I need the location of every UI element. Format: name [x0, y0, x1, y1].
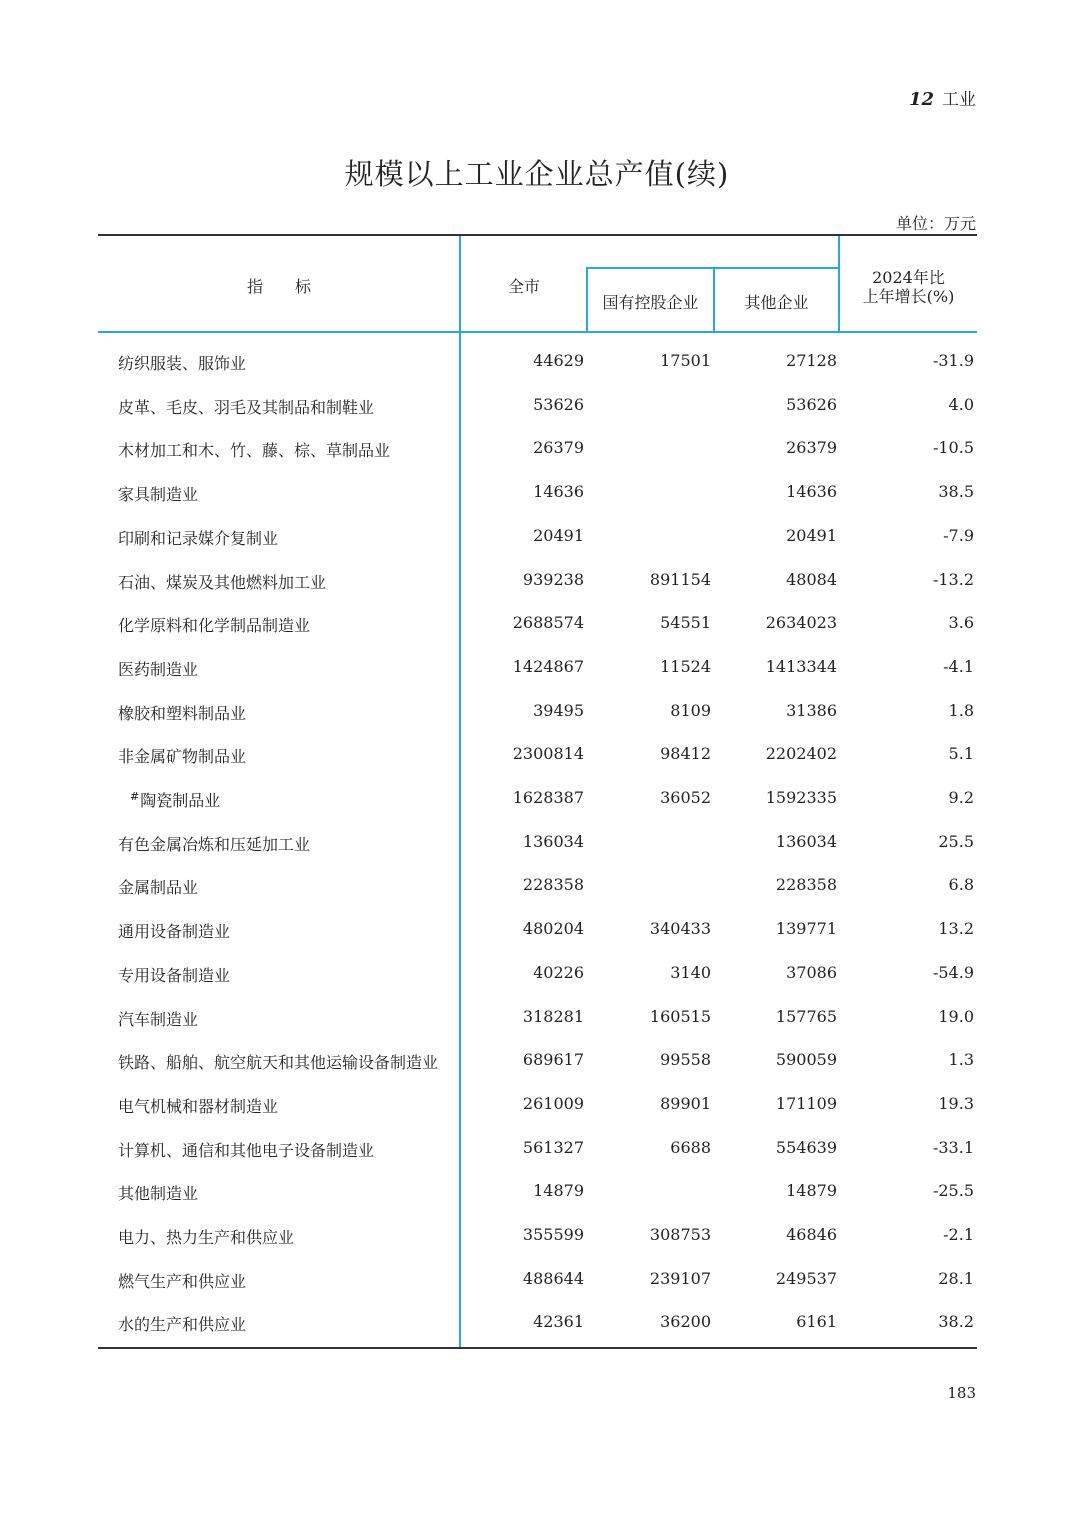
table-row	[0, 1007, 1074, 1051]
cell-growth: 1.3	[948, 1050, 974, 1070]
table-row	[0, 963, 1074, 1007]
cell-city: 2300814	[512, 744, 584, 764]
cell-state: 36052	[660, 788, 711, 807]
unit-label: 单位：万元	[895, 214, 976, 233]
cell-city: 39495	[533, 700, 584, 720]
cell-state: 239107	[649, 1268, 711, 1288]
cell-growth: 5.1	[948, 744, 974, 764]
cell-growth: 3.6	[948, 613, 974, 633]
row-label: 橡胶和塑料制品业	[118, 703, 247, 723]
row-label: 电气机械和器材制造业	[118, 1096, 279, 1116]
row-label: 石油、煤炭及其他燃料加工业	[118, 572, 327, 592]
chapter-name: 工业	[942, 90, 976, 110]
table-row	[0, 1094, 1074, 1138]
col-header-other: 其他企业	[744, 293, 809, 312]
table-row	[0, 744, 1074, 788]
row-label: 水的生产和供应业	[118, 1315, 247, 1335]
col-header-growth-line1: 2024年比	[872, 268, 945, 287]
cell-growth: -25.5	[932, 1181, 974, 1201]
row-label: 纺织服装、服饰业	[118, 354, 247, 373]
row-label	[130, 788, 220, 811]
table-row	[0, 570, 1074, 614]
cell-growth: 28.1	[938, 1268, 974, 1288]
table-row	[0, 1050, 1074, 1094]
cell-growth: 25.5	[938, 831, 974, 851]
row-label: 化学原料和化学制品制造业	[118, 616, 311, 636]
col-header-city: 全市	[507, 277, 540, 296]
cell-growth: -7.9	[943, 525, 974, 545]
cell-growth: 19.0	[938, 1006, 974, 1026]
cell-growth: -13.2	[932, 569, 974, 589]
table-row	[0, 875, 1074, 919]
table-row	[0, 832, 1074, 876]
cell-city: 480204	[522, 919, 584, 939]
row-label: 通用设备制造业	[118, 922, 231, 942]
cell-growth: 38.2	[938, 1312, 974, 1332]
row-label: 木材加工和木、竹、藤、棕、草制品业	[118, 441, 391, 461]
cell-state: 89901	[660, 1093, 711, 1113]
cell-city: 53626	[533, 394, 584, 414]
table-row	[0, 438, 1074, 482]
table-row	[0, 701, 1074, 745]
table-row	[0, 1138, 1074, 1182]
cell-city: 1628387	[512, 788, 584, 807]
cell-other: 139771	[775, 919, 837, 939]
cell-city: 42361	[533, 1312, 584, 1332]
cell-growth: -10.5	[932, 438, 974, 458]
table-row	[0, 1181, 1074, 1225]
chapter-header	[909, 85, 976, 110]
cell-city: 40226	[533, 962, 584, 982]
cell-state: 160515	[649, 1006, 711, 1026]
cell-growth: -4.1	[943, 656, 974, 676]
table-row	[0, 482, 1074, 526]
row-label: 燃气生产和供应业	[118, 1271, 247, 1291]
table-row	[0, 788, 1074, 832]
table-row	[0, 1312, 1074, 1356]
cell-other: 14879	[786, 1181, 837, 1201]
row-label: 其他制造业	[118, 1184, 199, 1204]
table-row	[0, 919, 1074, 963]
cell-state: 891154	[649, 569, 711, 589]
cell-other: 157765	[775, 1006, 837, 1026]
row-label: 家具制造业	[118, 485, 199, 505]
row-label-text: 陶瓷制品业	[140, 791, 221, 810]
cell-growth: 1.8	[948, 700, 974, 720]
row-label: 专用设备制造业	[118, 965, 231, 985]
cell-other: 20491	[786, 525, 837, 545]
row-label: 铁路、船舶、航空航天和其他运输设备制造业	[118, 1053, 439, 1073]
table-row	[0, 613, 1074, 657]
row-subitem-mark: #	[130, 789, 140, 803]
cell-state: 11524	[660, 656, 711, 676]
col-header-growth-line2: 上年增长(%)	[862, 287, 955, 306]
cell-growth: -33.1	[932, 1137, 974, 1157]
cell-other: 136034	[775, 831, 837, 851]
row-label: 非金属矿物制品业	[118, 747, 247, 767]
cell-growth: 38.5	[938, 482, 974, 502]
cell-city: 20491	[533, 525, 584, 545]
cell-state: 54551	[660, 613, 711, 633]
cell-other: 554639	[775, 1137, 837, 1157]
cell-city: 488644	[522, 1268, 584, 1288]
cell-other: 26379	[786, 438, 837, 458]
header-bottom-rule	[98, 331, 977, 333]
cell-other: 249537	[775, 1268, 837, 1288]
cell-other: 6161	[796, 1312, 837, 1332]
cell-state: 340433	[649, 919, 711, 939]
cell-state: 98412	[660, 744, 711, 764]
cell-other: 37086	[786, 962, 837, 982]
cell-city: 261009	[522, 1093, 584, 1113]
row-label: 医药制造业	[118, 659, 199, 679]
table-row	[0, 526, 1074, 570]
table-row	[0, 657, 1074, 701]
cell-city: 44629	[533, 351, 584, 370]
cell-growth: -54.9	[932, 962, 974, 982]
cell-other: 27128	[786, 351, 837, 370]
row-label: 印刷和记录媒介复制业	[118, 528, 279, 548]
chapter-number: 12	[908, 89, 934, 110]
cell-state: 17501	[660, 351, 711, 370]
cell-other: 1413344	[765, 656, 837, 676]
cell-other: 48084	[786, 569, 837, 589]
cell-other: 14636	[786, 482, 837, 502]
cell-other: 1592335	[765, 788, 837, 807]
table-row	[0, 1269, 1074, 1313]
row-label: 计算机、通信和其他电子设备制造业	[118, 1140, 375, 1160]
cell-growth: 6.8	[948, 875, 974, 895]
table-row	[0, 351, 1074, 395]
cell-city: 939238	[522, 569, 584, 589]
col-header-state: 国有控股企业	[602, 293, 699, 312]
table-row	[0, 1225, 1074, 1269]
cell-other: 171109	[775, 1093, 837, 1113]
cell-city: 14636	[533, 482, 584, 502]
col-header-indicator: 指 标	[246, 277, 311, 296]
cell-city: 228358	[522, 875, 584, 895]
row-label: 有色金属冶炼和压延加工业	[118, 834, 311, 854]
cell-other: 2202402	[765, 744, 837, 764]
cell-other: 2634023	[765, 613, 837, 633]
subheader-top-rule	[586, 267, 840, 269]
table-bottom-rule	[98, 1347, 977, 1349]
cell-city: 2688574	[512, 613, 584, 633]
table-top-rule	[98, 234, 977, 236]
table-row	[0, 395, 1074, 439]
cell-state: 99558	[660, 1050, 711, 1070]
cell-growth: -31.9	[932, 351, 974, 370]
cell-growth: 13.2	[938, 919, 974, 939]
cell-city: 26379	[533, 438, 584, 458]
page-number: 183	[947, 1384, 976, 1402]
cell-growth: 4.0	[948, 394, 974, 414]
cell-city: 14879	[533, 1181, 584, 1201]
row-label: 汽车制造业	[118, 1009, 199, 1029]
cell-city: 1424867	[512, 656, 584, 676]
cell-city: 355599	[522, 1225, 584, 1244]
cell-other: 590059	[775, 1050, 837, 1070]
row-label: 电力、热力生产和供应业	[118, 1228, 295, 1247]
cell-state: 36200	[660, 1312, 711, 1332]
cell-state: 3140	[670, 962, 711, 982]
cell-city: 136034	[522, 831, 584, 851]
cell-state: 308753	[649, 1225, 711, 1244]
cell-other: 53626	[786, 394, 837, 414]
cell-city: 318281	[522, 1006, 584, 1026]
row-label: 皮革、毛皮、羽毛及其制品和制鞋业	[118, 397, 375, 417]
cell-city: 561327	[522, 1137, 584, 1157]
cell-other: 31386	[786, 700, 837, 720]
cell-growth: 9.2	[948, 788, 974, 807]
cell-state: 8109	[670, 700, 711, 720]
row-label: 金属制品业	[118, 878, 199, 898]
cell-other: 228358	[775, 875, 837, 895]
cell-state: 6688	[670, 1137, 711, 1157]
page-title: 规模以上工业企业总产值(续)	[344, 157, 730, 191]
cell-growth: 19.3	[938, 1093, 974, 1113]
cell-growth: -2.1	[943, 1225, 974, 1244]
cell-city: 689617	[522, 1050, 584, 1070]
cell-other: 46846	[786, 1225, 837, 1244]
